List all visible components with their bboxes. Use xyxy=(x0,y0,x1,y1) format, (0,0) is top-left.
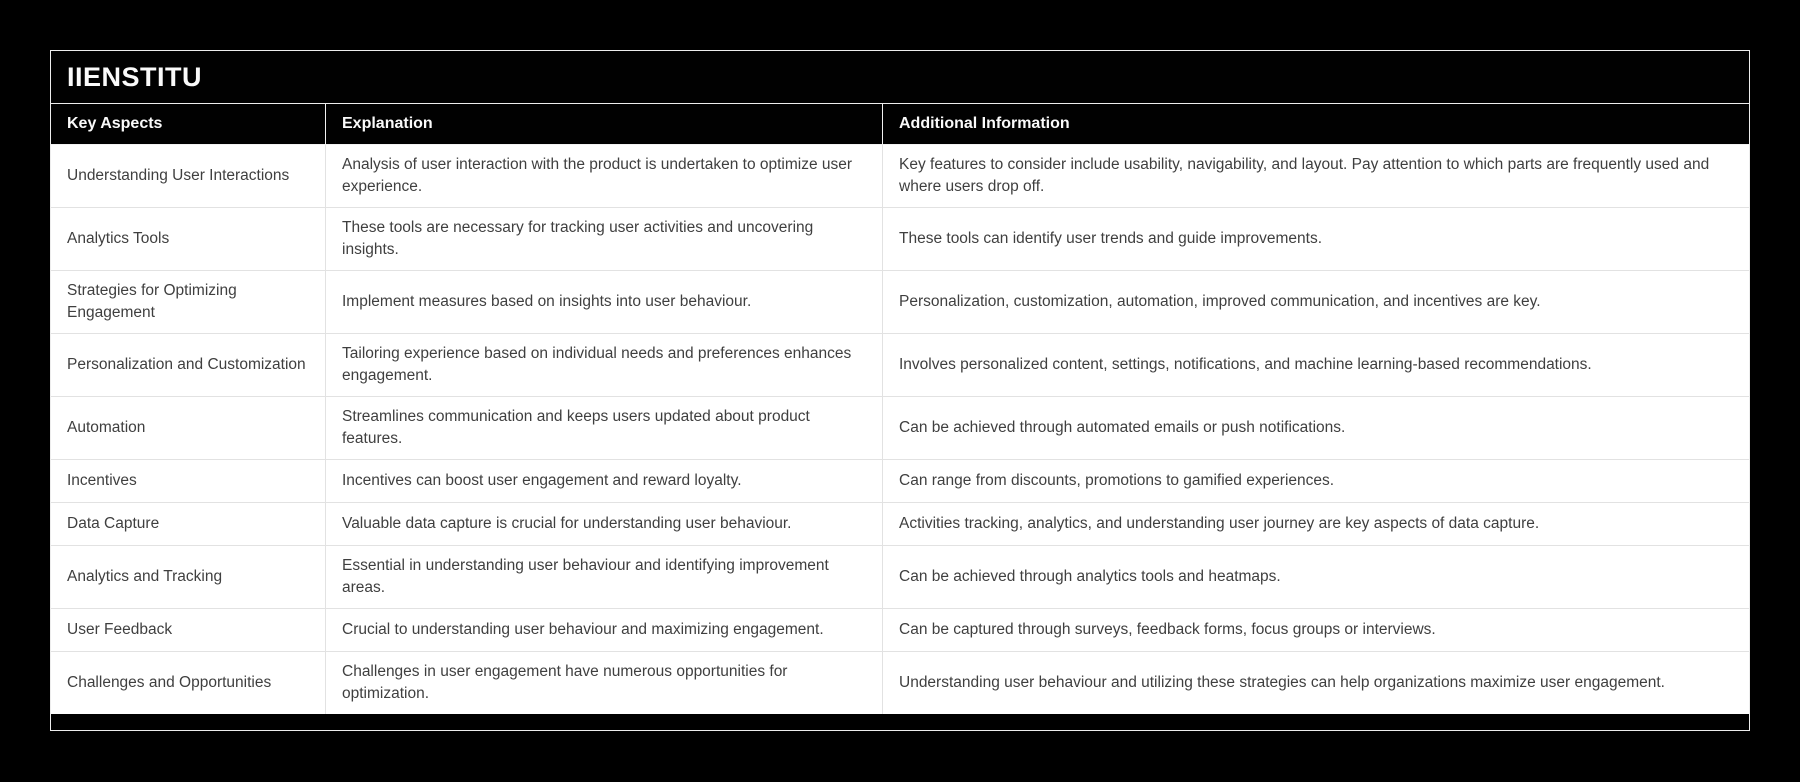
cell-text: Crucial to understanding user behaviour and maximizing engagement. xyxy=(342,621,824,638)
cell-additional-information xyxy=(882,270,1749,333)
cell-explanation xyxy=(325,459,882,502)
cell-key-aspect xyxy=(51,396,325,459)
cell-explanation xyxy=(325,207,882,270)
table-header-row xyxy=(51,104,1749,145)
cell-additional-information xyxy=(882,333,1749,396)
cell-key-aspect xyxy=(51,545,325,608)
table-row xyxy=(51,651,1749,714)
cell-text: Data Capture xyxy=(67,515,160,532)
cell-explanation xyxy=(325,396,882,459)
cell-key-aspect xyxy=(51,608,325,651)
table-row xyxy=(51,502,1749,545)
cell-text: Valuable data capture is crucial for understanding user behaviour. xyxy=(342,515,792,532)
cell-key-aspect xyxy=(51,145,325,207)
cell-additional-information xyxy=(882,545,1749,608)
cell-text: Understanding user behaviour and utilizing these strategies can help organizations maximize user engagement. xyxy=(899,674,1665,691)
cell-text: Can range from discounts, promotions to gamified experiences. xyxy=(899,472,1335,489)
table-row xyxy=(51,207,1749,270)
cell-text: Analytics and Tracking xyxy=(67,568,223,585)
cell-text: Involves personalized content, settings, notifications, and machine learning-based recommendations. xyxy=(899,356,1592,373)
cell-additional-information xyxy=(882,502,1749,545)
cell-explanation xyxy=(325,502,882,545)
cell-text: These tools are necessary for tracking user activities and uncovering insights. xyxy=(342,219,814,258)
cell-text: Understanding User Interactions xyxy=(67,167,290,184)
cell-text: Can be achieved through automated emails or push notifications. xyxy=(899,419,1346,436)
cell-additional-information xyxy=(882,207,1749,270)
engagement-table xyxy=(50,50,1750,731)
cell-text: Incentives xyxy=(67,472,137,489)
table-row xyxy=(51,145,1749,207)
cell-explanation xyxy=(325,333,882,396)
cell-text: Activities tracking, analytics, and understanding user journey are key aspects of data capture. xyxy=(899,515,1540,532)
cell-text: Personalization and Customization xyxy=(67,356,306,373)
cell-text: Analytics Tools xyxy=(67,230,170,247)
cell-additional-information xyxy=(882,145,1749,207)
cell-text: Challenges and Opportunities xyxy=(67,674,272,691)
table-body xyxy=(51,145,1749,714)
table-row xyxy=(51,545,1749,608)
cell-text: Strategies for Optimizing Engagement xyxy=(67,282,237,321)
cell-key-aspect xyxy=(51,207,325,270)
cell-text: Essential in understanding user behaviour and identifying improvement areas. xyxy=(342,557,829,596)
table-row xyxy=(51,459,1749,502)
cell-text: Implement measures based on insights into user behaviour. xyxy=(342,293,752,310)
table-row xyxy=(51,396,1749,459)
cell-explanation xyxy=(325,145,882,207)
cell-text: Streamlines communication and keeps users updated about product features. xyxy=(342,408,810,447)
cell-text: Analysis of user interaction with the product is undertaken to optimize user experience. xyxy=(342,156,853,195)
cell-key-aspect xyxy=(51,459,325,502)
cell-text: These tools can identify user trends and guide improvements. xyxy=(899,230,1323,247)
column-header-additional-information: Additional Information xyxy=(882,104,1749,144)
cell-text: Key features to consider include usability, navigability, and layout. Pay attention to which parts are frequently used and where users drop off. xyxy=(899,156,1710,195)
cell-key-aspect xyxy=(51,502,325,545)
cell-text: Can be captured through surveys, feedback forms, focus groups or interviews. xyxy=(899,621,1436,638)
cell-text: Challenges in user engagement have numerous opportunities for optimization. xyxy=(342,663,788,702)
column-header-key-aspects: Key Aspects xyxy=(67,115,163,132)
cell-additional-information xyxy=(882,459,1749,502)
cell-additional-information xyxy=(882,608,1749,651)
cell-explanation xyxy=(325,608,882,651)
cell-text: Automation xyxy=(67,419,146,436)
cell-text: Can be achieved through analytics tools and heatmaps. xyxy=(899,568,1281,585)
cell-explanation xyxy=(325,270,882,333)
cell-key-aspect xyxy=(51,651,325,714)
cell-key-aspect xyxy=(51,333,325,396)
table-row xyxy=(51,608,1749,651)
cell-text: Incentives can boost user engagement and reward loyalty. xyxy=(342,472,742,489)
cell-text: Tailoring experience based on individual needs and preferences enhances engagement. xyxy=(342,345,852,384)
cell-additional-information xyxy=(882,396,1749,459)
table-title: IIENSTITU xyxy=(51,51,1749,104)
cell-explanation xyxy=(325,651,882,714)
cell-explanation xyxy=(325,545,882,608)
cell-key-aspect xyxy=(51,270,325,333)
cell-additional-information xyxy=(882,651,1749,714)
column-header-explanation: Explanation xyxy=(325,104,882,144)
table-row xyxy=(51,333,1749,396)
table-row xyxy=(51,270,1749,333)
cell-text: User Feedback xyxy=(67,621,173,638)
cell-text: Personalization, customization, automation, improved communication, and incentives are key. xyxy=(899,293,1541,310)
